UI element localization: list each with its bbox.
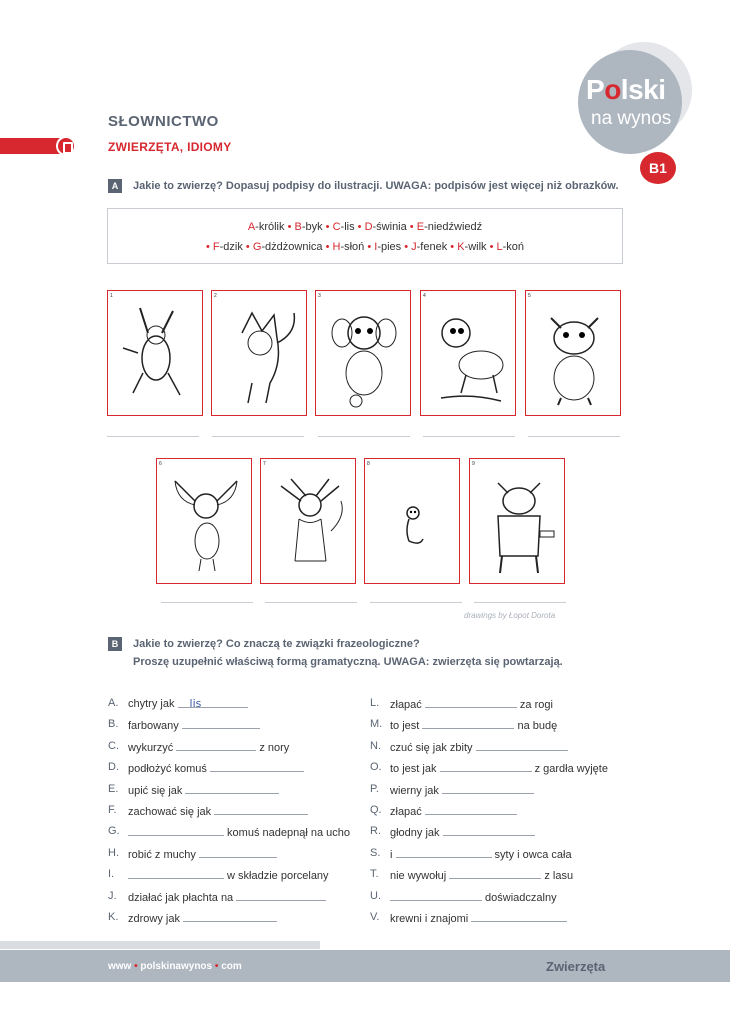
animal-sketch xyxy=(118,303,194,409)
idiom-text: wierny jak xyxy=(390,783,534,797)
idiom-letter: A. xyxy=(108,697,119,709)
word-bank-item: I-pies xyxy=(374,241,402,253)
bullet-separator: • xyxy=(322,221,333,233)
illustration-credit: drawings by Łopot Dorota xyxy=(464,611,556,620)
footer xyxy=(0,950,730,982)
idiom-letter: Q. xyxy=(370,804,382,816)
idiom-text: i syty i owca cała xyxy=(390,848,572,861)
bullet-separator: • xyxy=(401,241,412,253)
word-bank-item: L-koń xyxy=(496,241,525,253)
word-bank-row-1 xyxy=(108,221,622,233)
idiom-letter: T. xyxy=(370,868,379,881)
task-b-label: B xyxy=(108,637,122,651)
section-title: SŁOWNICTWO xyxy=(108,113,219,130)
topic-subtitle: ZWIERZĘTA, IDIOMY xyxy=(108,140,232,154)
footer-topic: Zwierzęta xyxy=(546,959,606,974)
idiom-text: w składzie porcelany xyxy=(128,868,329,882)
idiom-text: doświadczalny xyxy=(390,890,557,904)
idiom-text: komuś nadepnął na ucho xyxy=(128,825,350,839)
word-bank-item: E-niedźwiedź xyxy=(416,221,483,233)
illustration-number: 9 xyxy=(472,461,475,467)
bullet-separator: • xyxy=(447,241,458,253)
answer-line[interactable] xyxy=(161,602,253,603)
bullet-separator: • xyxy=(322,241,333,253)
bullet-separator: • xyxy=(284,221,295,233)
idiom-text: chytry jak lis xyxy=(128,697,248,710)
animal-sketch xyxy=(271,471,347,577)
bullet-separator: • xyxy=(205,241,213,253)
idiom-letter: R. xyxy=(370,825,381,838)
task-b-instruction-2: Proszę uzupełnić właściwą formą gramatyczną. UWAGA: zwierzęta się powtarzają. xyxy=(133,656,563,668)
book-icon xyxy=(56,136,76,156)
blank-answer-field[interactable] xyxy=(396,847,492,858)
idiom-letter: E. xyxy=(108,782,119,795)
idiom-letter: L. xyxy=(370,697,380,709)
answer-line[interactable] xyxy=(212,436,304,437)
idiom-letter: F. xyxy=(108,804,117,816)
idiom-letter: S. xyxy=(370,846,381,859)
blank-answer-field[interactable]: lis xyxy=(178,697,248,708)
idiom-text: podłożyć komuś xyxy=(128,761,304,775)
answer-line[interactable] xyxy=(265,602,357,603)
idiom-text: zachować się jak xyxy=(128,804,308,818)
idiom-text: złapać xyxy=(390,804,517,818)
animal-sketch xyxy=(375,471,451,577)
idiom-letter: D. xyxy=(108,761,119,774)
word-bank-item: G-dżdżownica xyxy=(252,241,323,253)
illustration-number: 2 xyxy=(214,293,217,299)
blank-answer-field[interactable] xyxy=(422,718,514,729)
word-bank-item: K-wilk xyxy=(457,241,487,253)
idiom-text: upić się jak xyxy=(128,783,279,797)
illustration-number: 3 xyxy=(318,293,321,299)
animal-sketch xyxy=(431,303,507,409)
idiom-letter: N. xyxy=(370,739,381,752)
bullet-separator: • xyxy=(486,241,497,253)
idiom-letter: U. xyxy=(370,889,381,902)
answer-line[interactable] xyxy=(474,602,566,603)
animal-illustration xyxy=(107,290,203,416)
bullet-separator: • xyxy=(242,241,253,253)
word-bank-item: A-królik xyxy=(247,221,285,233)
animal-illustration xyxy=(315,290,411,416)
animal-sketch xyxy=(326,303,402,409)
idiom-text: wykurzyć z nory xyxy=(128,741,290,754)
publisher-logo xyxy=(578,50,688,160)
blank-answer-field[interactable] xyxy=(214,804,308,815)
idiom-letter: H. xyxy=(108,846,119,859)
task-a-label: A xyxy=(108,179,122,193)
blank-answer-field[interactable] xyxy=(128,825,224,836)
idiom-letter: K. xyxy=(108,911,119,923)
idiom-text: zdrowy jak xyxy=(128,911,277,925)
blank-answer-field[interactable] xyxy=(182,718,260,729)
idiom-letter: I. xyxy=(108,868,115,881)
word-bank-item: J-fenek xyxy=(411,241,448,253)
word-bank-item: F-dzik xyxy=(212,241,243,253)
illustration-number: 6 xyxy=(159,461,162,467)
idiom-letter: C. xyxy=(108,739,119,752)
idiom-text: farbowany xyxy=(128,718,260,732)
animal-sketch xyxy=(536,303,612,409)
blank-answer-field[interactable] xyxy=(443,825,535,836)
idiom-letter: B. xyxy=(108,718,119,731)
answer-line[interactable] xyxy=(528,436,620,437)
blank-answer-field[interactable] xyxy=(471,911,567,922)
idiom-text: to jest jak z gardła wyjęte xyxy=(390,763,608,776)
level-badge: B1 xyxy=(640,152,676,184)
animal-illustration xyxy=(211,290,307,416)
answer-line[interactable] xyxy=(423,436,515,437)
animal-illustration xyxy=(156,458,252,584)
footer-accent xyxy=(0,941,320,949)
bullet-separator: • xyxy=(354,221,365,233)
word-bank-row-2 xyxy=(108,241,622,253)
idiom-letter: V. xyxy=(370,911,380,923)
answer-line[interactable] xyxy=(370,602,462,603)
word-bank-item: H-słoń xyxy=(332,241,365,253)
idiom-letter: M. xyxy=(370,718,383,731)
blank-answer-field[interactable] xyxy=(442,783,534,794)
word-bank-item: D-świnia xyxy=(364,221,407,233)
illustration-number: 8 xyxy=(367,461,370,467)
idiom-text: złapać za rogi xyxy=(390,699,553,711)
blank-answer-field[interactable] xyxy=(440,761,532,772)
task-b-instruction-1: Jakie to zwierzę? Co znaczą te związki frazeologiczne? xyxy=(133,638,420,650)
blank-answer-field[interactable] xyxy=(476,740,568,751)
blank-answer-field[interactable] xyxy=(390,890,482,901)
idiom-text: nie wywołuj z lasu xyxy=(390,870,574,883)
illustration-number: 1 xyxy=(110,293,113,299)
animal-sketch xyxy=(167,471,243,577)
illustration-number: 7 xyxy=(263,461,266,467)
blank-answer-field[interactable] xyxy=(449,868,541,879)
blank-answer-field[interactable] xyxy=(236,890,326,901)
illustration-number: 4 xyxy=(423,293,426,299)
blank-answer-field[interactable] xyxy=(199,847,277,858)
logo-subtitle: na wynos xyxy=(591,108,672,129)
idiom-letter: O. xyxy=(370,761,382,774)
task-a-instruction: Jakie to zwierzę? Dopasuj podpisy do ilustracji. UWAGA: podpisów jest więcej niż obrazków. xyxy=(133,180,619,192)
animal-illustration xyxy=(469,458,565,584)
website-link[interactable]: www • polskinawynos • com xyxy=(108,961,242,972)
logo-title: Polski xyxy=(586,74,666,105)
blank-answer-field[interactable] xyxy=(183,911,277,922)
idiom-text: czuć się jak zbity xyxy=(390,740,568,754)
idiom-letter: J. xyxy=(108,889,117,902)
animal-sketch xyxy=(480,471,556,577)
word-bank-item: B-byk xyxy=(294,221,323,233)
idiom-letter: G. xyxy=(108,825,120,838)
animal-illustration xyxy=(260,458,356,584)
blank-answer-field[interactable] xyxy=(185,783,279,794)
blank-answer-field[interactable] xyxy=(425,804,517,815)
word-bank-item: C-lis xyxy=(332,221,355,233)
animal-illustration xyxy=(525,290,621,416)
word-bank xyxy=(107,208,623,264)
answer-line[interactable] xyxy=(107,436,199,437)
bullet-separator: • xyxy=(364,241,375,253)
idiom-text: głodny jak xyxy=(390,825,535,839)
blank-answer-field[interactable] xyxy=(176,740,256,751)
animal-illustration xyxy=(364,458,460,584)
animal-sketch xyxy=(222,303,298,409)
illustration-number: 5 xyxy=(528,293,531,299)
blank-answer-field[interactable] xyxy=(425,697,517,708)
idiom-text: robić z muchy xyxy=(128,847,277,861)
animal-illustration xyxy=(420,290,516,416)
idiom-text: to jest na budę xyxy=(390,720,558,733)
blank-answer-field[interactable] xyxy=(210,761,304,772)
blank-answer-field[interactable] xyxy=(128,868,224,879)
idiom-text: działać jak płachta na xyxy=(128,890,326,904)
idiom-letter: P. xyxy=(370,782,379,795)
answer-line[interactable] xyxy=(318,436,410,437)
bullet-separator: • xyxy=(406,221,417,233)
idiom-text: krewni i znajomi xyxy=(390,911,567,925)
